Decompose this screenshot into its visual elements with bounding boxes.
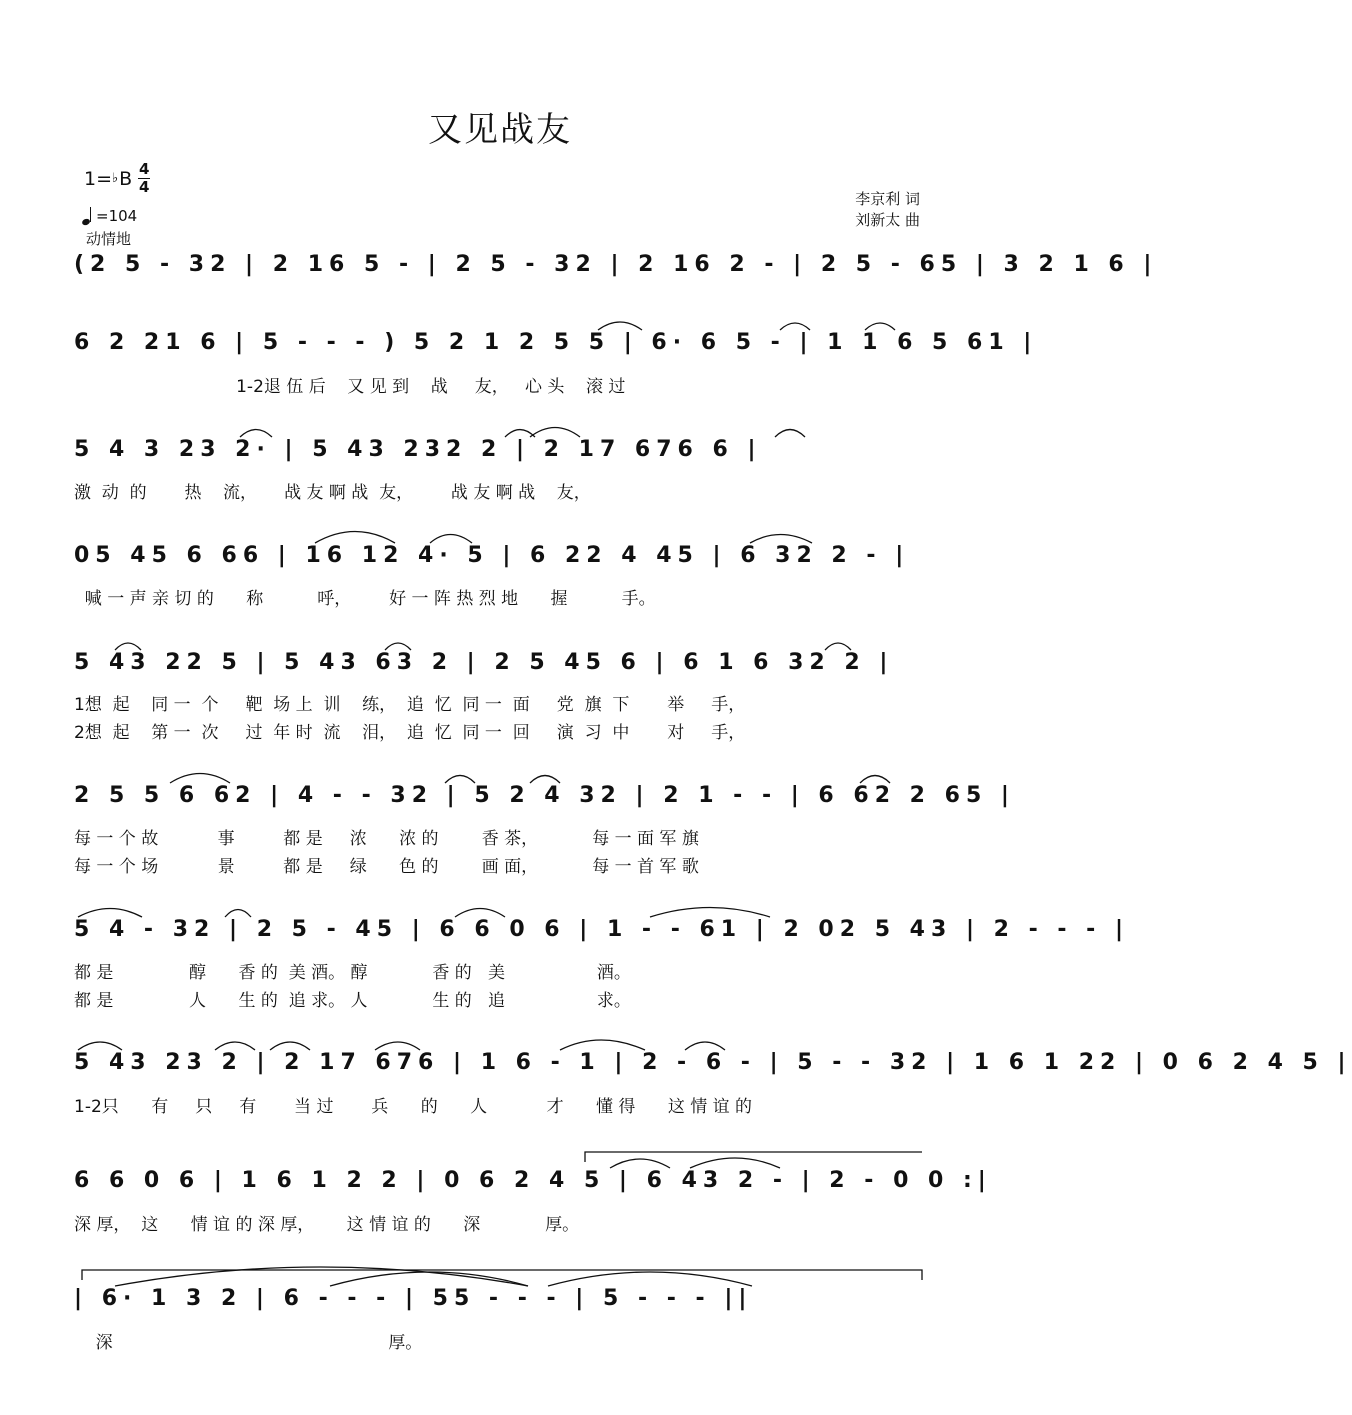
slur-mark [690, 1158, 780, 1168]
slur-mark [685, 1042, 725, 1050]
tempo-marking [82, 207, 137, 225]
slur-mark [385, 643, 411, 650]
composer-credit: 刘新太 曲 [855, 211, 920, 229]
notation-line-5: 5 43 22 5 | 5 43 63 2 | 2 5 45 6 | 6 1 6 32 2 | [74, 650, 894, 675]
notation-line-10: | 6· 1 3 2 | 6 - - - | 55 - - - | 5 - - - || [74, 1286, 753, 1311]
flat-symbol: ♭ [112, 171, 119, 186]
slur-mark [780, 323, 810, 330]
tempo-value: =104 [96, 207, 138, 225]
lyric-line-9: 深 厚， 这 情 谊 的 深 厚， 这 情 谊 的 深 厚。 [74, 1215, 580, 1235]
slur-mark [240, 430, 272, 438]
slur-mark [750, 535, 812, 544]
key-note: B [119, 167, 133, 190]
slur-mark [825, 643, 851, 650]
lyric-line-7b: 都 是 人 生 的 追 求。 人 生 的 追 求。 [74, 991, 631, 1011]
key-signature [84, 162, 150, 195]
lyric-line-6b: 每 一 个 场 景 都 是 绿 色 的 画 面， 每 一 首 军 歌 [74, 857, 699, 877]
time-signature [138, 162, 150, 195]
slur-mark [430, 535, 472, 544]
lyric-line-10: 深 厚。 [74, 1333, 423, 1353]
song-title: 又见战友 [428, 110, 572, 150]
notation-line-6: 2 5 5 6 62 | 4 - - 32 | 5 2 4 32 | 2 1 - - | 6 62 2 65 | [74, 783, 1015, 808]
expression-marking: 动情地 [86, 230, 132, 248]
slur-mark [530, 776, 560, 784]
slur-mark [270, 1042, 310, 1050]
slur-mark [215, 1042, 255, 1050]
lyric-line-7a: 都 是 醇 香 的 美 酒。 醇 香 的 美 酒。 [74, 963, 631, 983]
slur-mark [315, 532, 395, 544]
slur-mark [505, 430, 535, 438]
slur-mark [225, 910, 251, 918]
slur-mark [170, 774, 230, 784]
lyric-line-3: 激 动 的 热 流， 战 友 啊 战 友， 战 友 啊 战 友， [74, 483, 591, 503]
notation-line-2: 6 2 21 6 | 5 - - - ) 5 2 1 2 5 5 | 6· 6 5 - | 1 1 6 5 61 | [74, 330, 1038, 355]
slur-mark [78, 1042, 122, 1050]
notation-line-9: 6 6 0 6 | 1 6 1 2 2 | 0 6 2 4 5 | 6 43 2 - | 2 - 0 0 :| [74, 1168, 992, 1193]
slur-mark [78, 909, 142, 918]
lyric-line-4: 喊 一 声 亲 切 的 称 呼， 好 一 阵 热 烈 地 握 手。 [74, 589, 656, 609]
slur-mark [115, 1267, 528, 1286]
slur-mark [548, 1272, 752, 1286]
slur-mark [455, 909, 505, 918]
notation-line-3: 5 4 3 23 2· | 5 43 232 2 | 2 17 676 6 | [74, 437, 762, 462]
lyric-line-5b: 2想 起 第 一 次 过 年 时 流 泪， 追 忆 同 一 回 演 习 中 对 手， [74, 723, 746, 743]
slur-mark [330, 1272, 528, 1286]
notation-line-1: (2 5 - 32 | 2 16 5 - | 2 5 - 32 | 2 16 2 - | 2 5 - 65 | 3 2 1 6 | [74, 252, 1158, 277]
slur-mark [115, 643, 141, 650]
slur-mark [445, 776, 475, 784]
slur-mark [530, 428, 580, 438]
notation-line-8: 5 43 23 2 | 2 17 676 | 1 6 - 1 | 2 - 6 - | 5 - - 32 | 1 6 1 22 | 0 6 2 4 5 | [74, 1050, 1352, 1075]
slur-mark [860, 776, 890, 784]
slur-mark [865, 323, 895, 330]
slur-mark [610, 1159, 670, 1168]
lyric-line-2: 1-2退 伍 后 又 见 到 战 友， 心 头 滚 过 [74, 377, 626, 397]
quarter-note-icon [82, 207, 92, 225]
notation-line-4: 05 45 6 66 | 16 12 4· 5 | 6 22 4 45 | 6 32 2 - | [74, 543, 910, 568]
slur-mark [598, 322, 642, 330]
slur-mark [650, 908, 770, 918]
notation-line-7: 5 4 - 32 | 2 5 - 45 | 6 6 0 6 | 1 - - 61 | 2 02 5 43 | 2 - - - | [74, 917, 1130, 942]
lyricist-credit: 李京利 词 [855, 190, 920, 208]
lyric-line-8: 1-2只 有 只 有 当 过 兵 的 人 才 懂 得 这 情 谊 的 [74, 1097, 753, 1117]
lyric-line-5a: 1想 起 同 一 个 靶 场 上 训 练， 追 忆 同 一 面 党 旗 下 举 手， [74, 695, 746, 715]
time-signature-top: 4 [138, 160, 150, 178]
lyric-line-6a: 每 一 个 故 事 都 是 浓 浓 的 香 茶， 每 一 面 军 旗 [74, 829, 699, 849]
time-signature-bottom: 4 [138, 178, 150, 196]
volta-bracket [82, 1270, 922, 1280]
slur-mark [375, 1042, 420, 1050]
key-prefix: 1= [84, 167, 113, 190]
slur-mark [560, 1040, 645, 1050]
slur-mark [775, 430, 805, 438]
volta-bracket [585, 1152, 922, 1162]
